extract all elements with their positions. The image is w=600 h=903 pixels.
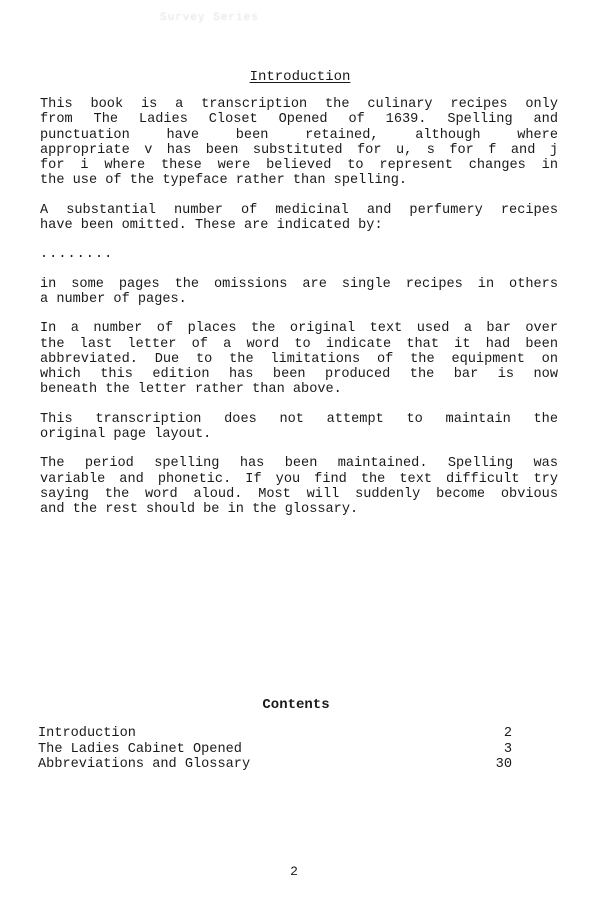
paragraph bbox=[40, 97, 558, 189]
text-line: In a number of places the original text used a bar over bbox=[40, 321, 558, 337]
paragraph bbox=[40, 412, 558, 443]
toc-entry-label: The Ladies Cabinet Opened bbox=[38, 741, 242, 757]
omission-marker bbox=[40, 247, 558, 262]
page-number: 2 bbox=[290, 864, 298, 879]
bleed-through-text: Survey Series bbox=[160, 12, 259, 24]
text-line: saying the word aloud. Most will suddenly become obvious bbox=[40, 486, 558, 502]
text-line: for i where these were believed to represent changes in bbox=[40, 158, 558, 174]
toc-entry bbox=[38, 757, 512, 773]
text-line: original page layout. bbox=[40, 427, 212, 443]
heading-text: Introduction bbox=[249, 69, 351, 85]
toc-entry-page: 2 bbox=[503, 726, 512, 741]
text-line: abbreviated. Due to the limitations of the equipment on bbox=[40, 351, 558, 367]
text-line: variable and phonetic. If you find the text difficult try bbox=[40, 471, 558, 487]
contents-heading: Contents bbox=[262, 697, 330, 713]
toc-entry-label: Introduction bbox=[38, 726, 136, 741]
paragraph bbox=[40, 203, 558, 234]
section-heading bbox=[0, 69, 600, 85]
paragraph bbox=[40, 277, 558, 308]
text-line: beneath the letter rather than above. bbox=[40, 382, 342, 398]
text-line: the last letter of a word to indicate that it had been bbox=[40, 336, 558, 352]
toc-entry-label: Abbreviations and Glossary bbox=[38, 757, 251, 772]
text-line: This book is a transcription the culinary recipes only bbox=[40, 97, 558, 112]
text-line: in some pages the omissions are single recipes in others bbox=[40, 276, 558, 292]
text-line: a number of pages. bbox=[40, 291, 187, 307]
text-line: and the rest should be in the glossary. bbox=[40, 502, 359, 518]
text-line: punctuation have been retained, although where bbox=[40, 127, 558, 143]
toc-entry bbox=[38, 742, 512, 758]
text-line: The period spelling has been maintained. Spelling was bbox=[40, 456, 558, 472]
text-line: have been omitted. These are indicated by: bbox=[40, 218, 383, 234]
text-line: This transcription does not attempt to maintain the bbox=[40, 411, 558, 427]
toc-entry-page: 30 bbox=[495, 757, 512, 772]
text-line: which this edition has been produced the bar is now bbox=[40, 367, 558, 383]
toc-entry bbox=[38, 726, 512, 742]
text-line: the use of the typeface rather than spelling. bbox=[40, 173, 408, 189]
paragraph bbox=[40, 456, 558, 517]
text-line: A substantial number of medicinal and perfumery recipes bbox=[40, 202, 558, 218]
table-of-contents bbox=[38, 726, 512, 773]
text-line: from The Ladies Closet Opened of 1639. Spelling and bbox=[40, 112, 558, 128]
paragraph bbox=[40, 321, 558, 397]
introduction-body bbox=[40, 97, 558, 532]
text-line: appropriate v has been substituted for u, s for f and j bbox=[40, 142, 558, 158]
toc-entry-page: 3 bbox=[503, 741, 512, 757]
text-line: ........ bbox=[40, 247, 114, 263]
